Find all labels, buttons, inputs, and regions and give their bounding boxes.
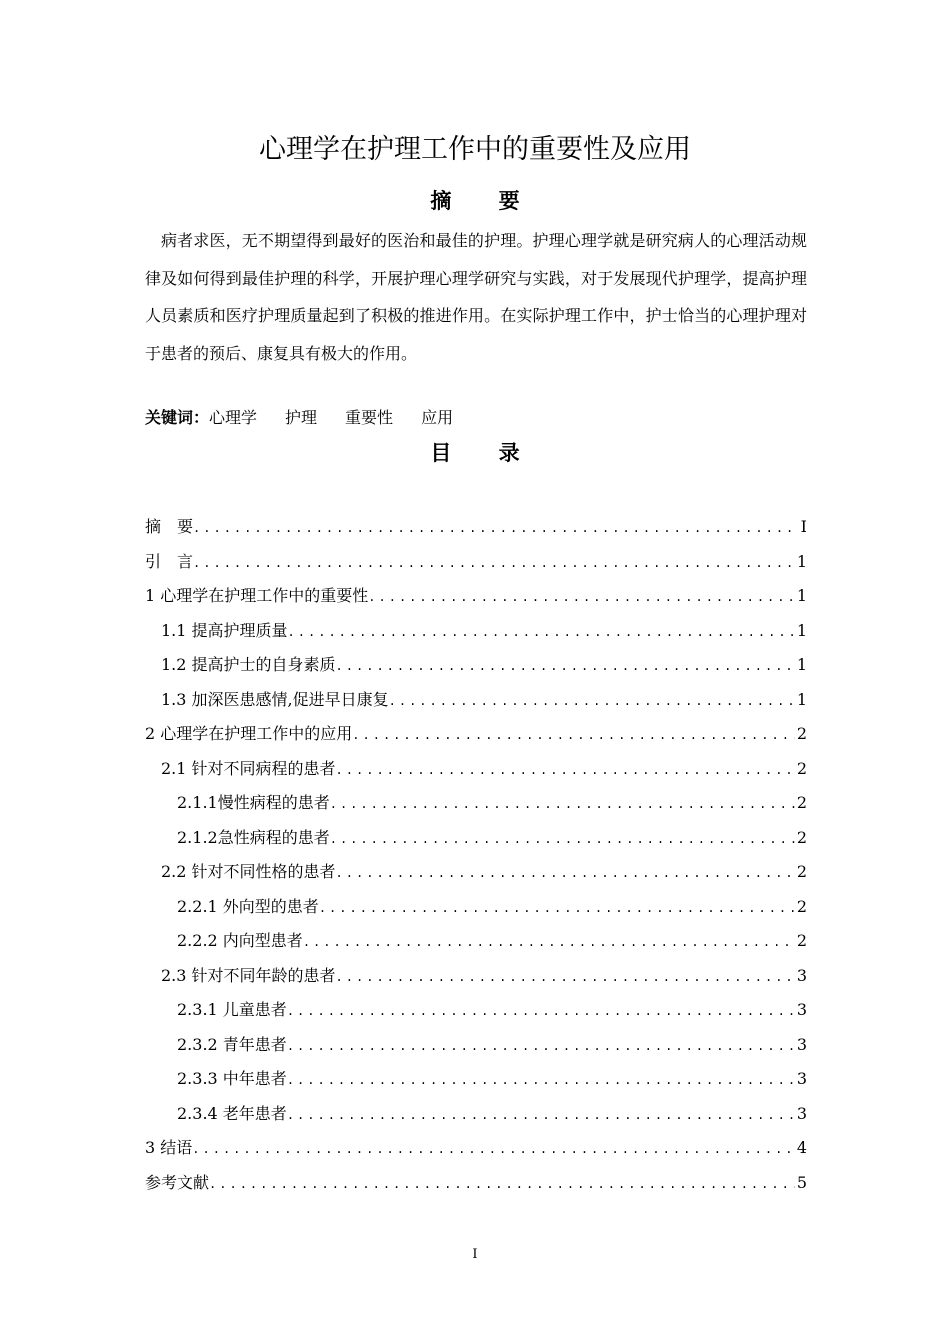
abstract-body [145, 222, 807, 372]
toc-dot-leader [193, 511, 799, 545]
toc-entry-page: 3 [796, 965, 807, 985]
toc-dot-leader [287, 1098, 795, 1132]
toc-entry-title: 2 心理学在护理工作中的应用 [145, 724, 353, 743]
keywords-line [145, 403, 481, 433]
keywords-label: 关键词： [145, 408, 210, 427]
toc-entry-title: 2.3.2 青年患者 [177, 1034, 287, 1054]
toc-entry[interactable] [145, 752, 807, 787]
page-number: I [472, 1247, 478, 1262]
toc-dot-leader [336, 960, 795, 994]
toc-dot-leader [319, 891, 795, 925]
toc-dot-leader [336, 753, 795, 787]
toc-dot-leader [209, 1167, 795, 1201]
toc-entry-title: 2.2.1 外向型的患者 [177, 896, 319, 916]
toc-entry-page: 2 [796, 758, 807, 778]
toc-entry-title: 摘 要 [145, 517, 194, 536]
toc-dot-leader [287, 994, 795, 1028]
toc-entry-title: 1 心理学在护理工作中的重要性 [145, 586, 369, 605]
toc-heading: 目 录 [430, 441, 540, 465]
toc-entry-page: 1 [796, 689, 807, 709]
toc-entry[interactable] [145, 648, 807, 683]
keyword-item: 心理学 [209, 408, 258, 427]
toc-entry[interactable] [145, 993, 807, 1028]
toc-dot-leader [389, 684, 795, 718]
toc-entry-title: 参考文献 [145, 1172, 210, 1192]
toc-entry-page: 3 [796, 1069, 807, 1088]
keyword-item: 重要性 [345, 408, 394, 427]
toc-entry-title: 2.1.1慢性病程的患者 [177, 793, 330, 812]
toc-entry-page: 2 [796, 827, 807, 847]
toc-dot-leader [368, 580, 795, 614]
toc-entry-page: 4 [796, 1138, 807, 1157]
toc-entry-page: 2 [796, 724, 807, 743]
toc-entry-page: 3 [796, 1103, 807, 1123]
table-of-contents [145, 510, 807, 1200]
keyword-item: 应用 [421, 408, 454, 427]
toc-entry-page: 1 [796, 655, 807, 674]
toc-entry-title: 2.3.4 老年患者 [177, 1103, 287, 1123]
abstract-heading: 摘 要 [430, 189, 540, 213]
toc-entry[interactable] [145, 1131, 807, 1166]
toc-entry[interactable] [145, 510, 807, 545]
toc-dot-leader [193, 546, 795, 580]
toc-entry[interactable] [145, 1166, 807, 1201]
toc-entry-page: 2 [796, 931, 807, 950]
toc-entry[interactable] [145, 1062, 807, 1097]
toc-entry-title: 3 结语 [145, 1138, 193, 1157]
toc-entry-page: 1 [796, 586, 807, 605]
toc-entry-title: 引 言 [145, 551, 194, 571]
toc-entry[interactable] [145, 924, 807, 959]
toc-entry-page: 1 [796, 620, 807, 640]
toc-entry-title: 1.1 提高护理质量 [161, 620, 288, 640]
toc-entry-page: 2 [796, 862, 807, 881]
document-title: 心理学在护理工作中的重要性及应用 [259, 134, 691, 165]
toc-dot-leader [336, 649, 795, 683]
toc-entry-title: 1.2 提高护士的自身素质 [161, 655, 336, 674]
toc-entry-page: 2 [796, 896, 807, 916]
toc-dot-leader [287, 1029, 795, 1063]
toc-dot-leader [303, 925, 795, 959]
toc-dot-leader [287, 1063, 795, 1097]
toc-entry[interactable] [145, 890, 807, 925]
keyword-item: 护理 [285, 408, 318, 427]
toc-entry-page: 3 [796, 1000, 807, 1019]
toc-entry-title: 2.3.1 儿童患者 [177, 1000, 287, 1019]
toc-entry-title: 2.1 针对不同病程的患者 [161, 758, 336, 778]
toc-dot-leader [288, 615, 795, 649]
toc-entry-title: 2.3 针对不同年龄的患者 [161, 965, 336, 985]
toc-dot-leader [330, 787, 795, 821]
toc-dot-leader [352, 718, 795, 752]
toc-entry-page: 2 [796, 793, 807, 812]
toc-entry[interactable] [145, 614, 807, 649]
toc-entry-page: I [800, 517, 807, 536]
toc-entry[interactable] [145, 545, 807, 580]
toc-entry-page: 3 [796, 1034, 807, 1054]
toc-entry[interactable] [145, 786, 807, 821]
toc-entry-page: 1 [796, 551, 807, 571]
toc-entry[interactable] [145, 1097, 807, 1132]
toc-entry[interactable] [145, 959, 807, 994]
toc-entry-title: 2.2.2 内向型患者 [177, 931, 303, 950]
abstract-paragraph: 病者求医，无不期望得到最好的医治和最佳的护理。护理心理学就是研究病人的心理活动规律及如何得到最佳护理的科学，开展护理心理学研究与实践，对于发展现代护理学，提高护理人员素质和医疗护理质量起到了积极的推进作用。在实际护理工作中，护士恰当的心理护理对于患者的预后、康复具有极大的作用。 [145, 231, 807, 363]
toc-entry[interactable] [145, 855, 807, 890]
toc-entry-title: 1.3 加深医患感情,促进早日康复 [161, 689, 389, 709]
toc-entry[interactable] [145, 579, 807, 614]
toc-dot-leader [336, 856, 795, 890]
toc-entry[interactable] [145, 1028, 807, 1063]
toc-entry-title: 2.1.2急性病程的患者 [177, 827, 330, 847]
toc-entry-title: 2.3.3 中年患者 [177, 1069, 287, 1088]
toc-entry-title: 2.2 针对不同性格的患者 [161, 862, 336, 881]
toc-dot-leader [330, 822, 795, 856]
toc-entry[interactable] [145, 821, 807, 856]
toc-entry[interactable] [145, 683, 807, 718]
toc-entry[interactable] [145, 717, 807, 752]
toc-entry-page: 5 [796, 1172, 807, 1192]
toc-dot-leader [192, 1132, 795, 1166]
